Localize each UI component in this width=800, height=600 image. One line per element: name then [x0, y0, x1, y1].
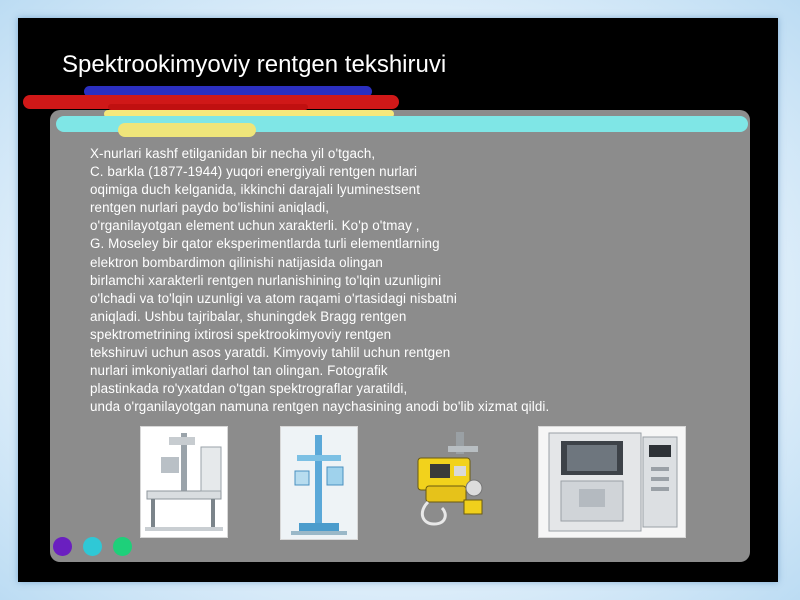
xray-stand-photo — [280, 426, 358, 540]
body-line: rentgen nurlari paydo bo'lishini aniqladi, — [90, 200, 330, 216]
body-line: elektron bombardimon qilinishi natijasida olingan — [90, 254, 383, 270]
decor-bar-yellow-bottom — [118, 123, 256, 137]
nav-dot-purple — [53, 537, 72, 556]
nav-dot-cyan — [83, 537, 102, 556]
body-line: nurlari imkoniyatlari darhol tan olingan. Fotografik — [90, 363, 388, 379]
portable-xray-device-photo — [408, 428, 492, 532]
body-line: oqimiga duch kelganida, ikkinchi darajali lyuminestsent — [90, 182, 421, 198]
body-line: C. barkla (1877-1944) yuqori energiyali rentgen nurlari — [90, 164, 418, 180]
body-line: o'rganilayotgan element uchun xarakterli. Ko'p o'tmay , — [90, 218, 420, 234]
xray-machine-photo — [140, 426, 228, 538]
body-line: tekshiruvi uchun asos yaratdi. Kimyoviy tahlil uchun rentgen — [90, 345, 451, 361]
xray-spectrometer-photo — [538, 426, 686, 538]
body-line: X-nurlari kashf etilganidan bir necha yil o'tgach, — [90, 146, 376, 161]
body-line: unda o'rganilayotgan namuna rentgen naychasining anodi bo'lib xizmat qildi. — [90, 399, 550, 415]
nav-dot-green — [113, 537, 132, 556]
body-line: aniqladi. Ushbu tajribalar, shuningdek Bragg rentgen — [90, 308, 407, 324]
slide-title: Spektrookimyoviy rentgen tekshiruvi — [62, 51, 447, 78]
body-text — [90, 145, 730, 416]
body-line: plastinkada ro'yxatdan o'tgan spektrograflar yaratildi, — [90, 381, 408, 397]
body-line: o'lchadi va to'lqin uzunligi va atom raqami o'rtasidagi nisbatni — [90, 290, 457, 306]
body-line: birlamchi xarakterli rentgen nurlanishining to'lqin uzunligini — [90, 272, 442, 288]
body-line: G. Moseley bir qator eksperimentlarda turli elementlarning — [90, 236, 440, 252]
slide — [18, 18, 778, 582]
body-line: spektrometrining ixtirosi spektrookimyoviy rentgen — [90, 326, 392, 342]
